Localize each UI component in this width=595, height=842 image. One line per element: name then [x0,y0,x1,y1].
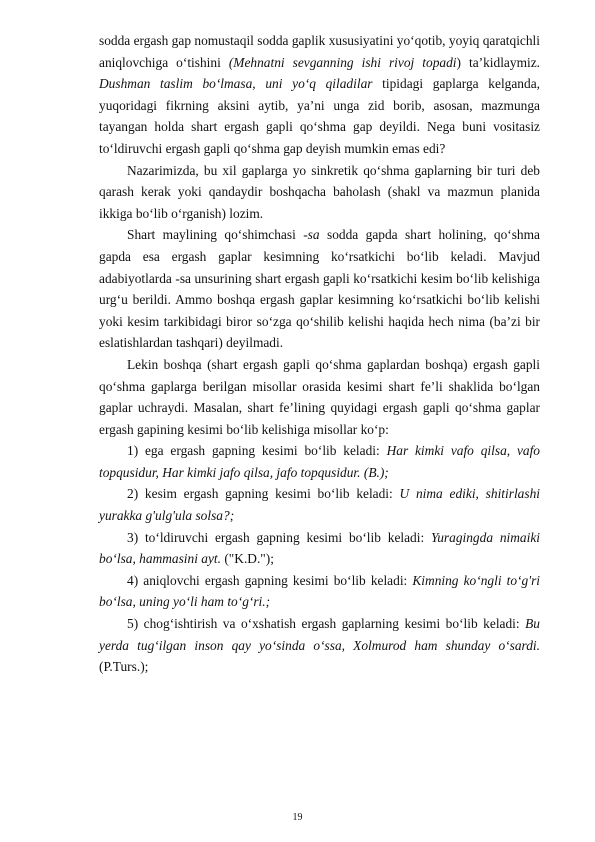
paragraph-4 [99,354,540,440]
paragraph-2 [99,160,540,225]
italic-example-text: Kimning ko‘ngli to‘g'ri bo‘lsa, uning yo‘li ham to‘g‘ri.; [99,572,541,610]
paragraph-text: Lekin boshqa (shart ergash gapli qo‘shma gaplardan boshqa) ergash gapli qo‘shma gaplarga berilgan misollar orasida kesimi shart fe’li shaklida bo‘lgan gaplar uchraydi. Masalan, shart fe’lining quyidagi ergash gapli qo‘shma gaplar ergash gapining kesimi bo‘lib kelishiga misollar ko‘p: [99,356,540,437]
italic-example-text: Dushman taslim bo‘lmasa, uni yo‘q qiladilar [99,76,373,92]
paragraph-text: sodda gapda shart holining, qo‘shma gapda esa ergash gaplar kesimning ko‘rsatkichi bo‘lib keladi. Mavjud adabiyotlarda -sa unsurining shart ergash gapli ko‘rsatkichi kesim bo‘lib kelishiga urg‘u berildi. Ammo boshqa ergash gaplar kesimning ko‘rsatkichi bo‘lib kelishi yoki kesim tarkibidagi biror so‘zga qo‘shilib kelishi haqida hech nima (ba’zi bir eslatishlardan tashqari) deyilmadi. [99,227,540,351]
paragraph-text: ) ta’kidlaymiz. [456,54,540,70]
paragraph-text: Shart maylining qo‘shimchasi [127,227,304,243]
italic-example-text: -sa [303,227,320,243]
paragraph-text: 5) chog‘ishtirish va o‘xshatish ergash gaplarning kesimi bo‘lib keladi: [127,616,526,632]
italic-example-text: (Mehnatni sevganning ishi rivoj topadi [228,54,457,70]
paragraph-text: 3) to‘ldiruvchi ergash gapning kesimi bo‘lib keladi: [127,529,431,545]
paragraph-example-3 [99,527,540,570]
paragraph-1 [99,30,540,160]
paragraph-example-4 [99,570,540,613]
page-number: 19 [292,812,303,823]
italic-example-text: Yuragingda nimaiki bo‘lsa, hammasini ayt. [99,529,540,567]
paragraph-text: ("K.D."); [221,551,274,567]
paragraph-text: sodda ergash gap nomustaqil sodda gaplik xususiyatini yo‘qotib, yoyiq qaratqichli aniqlovchiga o‘tishini [99,33,540,70]
paragraph-text: Nazarimizda, bu xil gaplarga yo sinkretik qo‘shma gaplarning bir turi deb qarash kerak yoki qandaydir boshqacha baholash (shakl va mazmun planida ikkiga bo‘lib o‘rganish) lozim. [99,162,540,221]
italic-example-text: U nima ediki, shitirlashi yurakka g'ulg'ula solsa?; [99,486,540,524]
paragraph-example-2 [99,483,540,526]
paragraph-example-1 [99,440,540,483]
italic-example-text: Bu yerda tug‘ilgan inson qay yo‘sinda o‘ssa, Xolmurod ham shunday o‘sardi. [99,616,540,653]
paragraph-text: 1) ega ergash gapning kesimi bo‘lib keladi: [127,443,387,459]
paragraph-example-5 [99,613,540,678]
document-page [99,30,540,678]
paragraph-text: (P.Turs.); [99,659,149,675]
paragraph-text: tipidagi gaplarga kelganda, yuqoridagi fikrning aksini aytib, ya’ni unga zid borib, asosan, mazmunga tayangan holda shart ergash gapli qo‘shma gap deyildi. Nega buni vositasiz to‘ldiruvchi ergash gapli qo‘shma gap deyish mumkin emas edi? [99,76,540,156]
italic-example-text: Har kimki vafo qilsa, vafo topqusidur, Har kimki jafo qilsa, jafo topqusidur. (B.); [99,443,540,480]
paragraph-text: 4) aniqlovchi ergash gapning kesimi bo‘lib keladi: [127,572,413,588]
paragraph-text: 2) kesim ergash gapning kesimi bo‘lib keladi: [127,486,400,502]
paragraph-3 [99,224,540,354]
